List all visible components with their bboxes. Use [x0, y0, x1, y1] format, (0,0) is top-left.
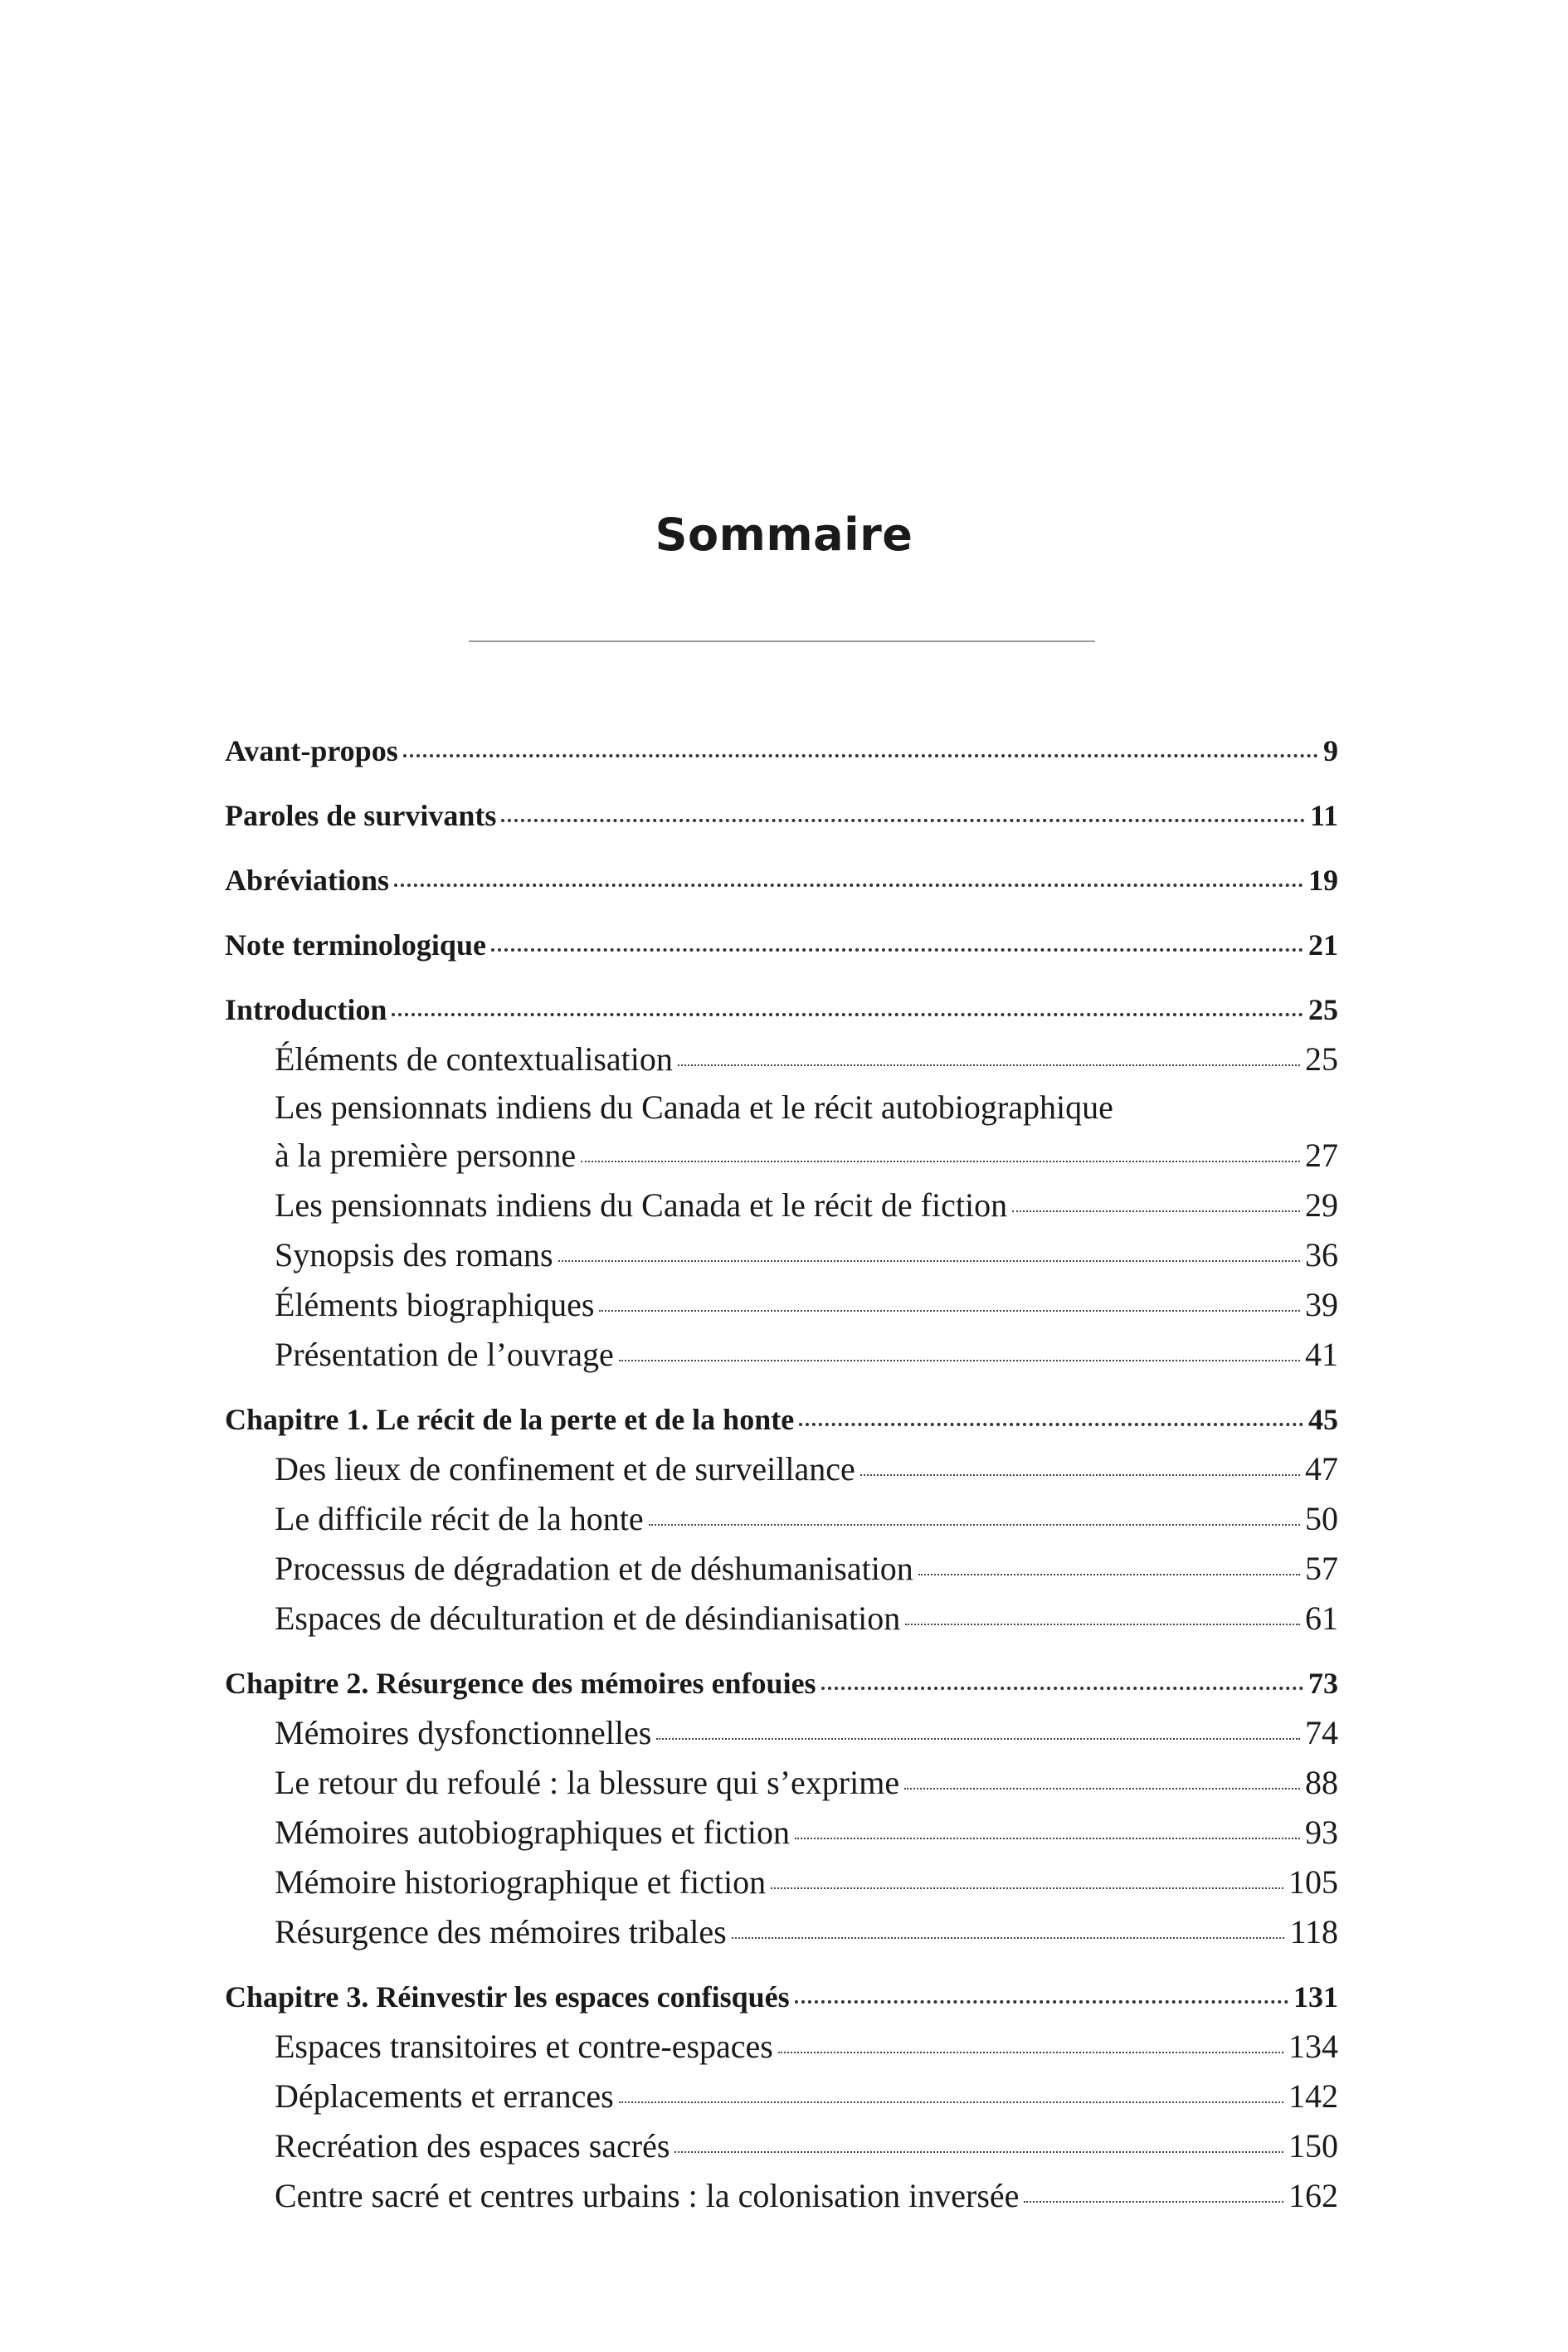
toc-subentry-page: 61 [1305, 1600, 1338, 1637]
toc-section-chapitre-2 [225, 1659, 1338, 1957]
toc-subentry[interactable] [225, 2121, 1338, 2171]
toc-subentry[interactable] [225, 1494, 1338, 1544]
toc-section-chapitre-1 [225, 1395, 1338, 1643]
dot-leader [821, 1663, 1303, 1693]
toc-subentry[interactable] [225, 2171, 1338, 2221]
toc-entry-page: 21 [1308, 928, 1338, 962]
toc-section-avant-propos [225, 727, 1338, 776]
toc-section-abreviations [225, 856, 1338, 905]
dot-leader [619, 1332, 1300, 1366]
dot-leader [904, 1760, 1300, 1794]
dot-leader [394, 860, 1303, 890]
toc-subentry-label: Présentation de l’ouvrage [275, 1336, 614, 1373]
toc-subentry-label: Centre sacré et centres urbains : la colonisation inversée [275, 2177, 1020, 2214]
toc-subentry-page: 29 [1305, 1186, 1338, 1224]
toc-subentry-label: Éléments de contextualisation [275, 1040, 673, 1078]
toc-subentry-label: Éléments biographiques [275, 1286, 595, 1323]
toc-entry-label: Chapitre 1. Le récit de la perte et de la honte [225, 1403, 795, 1436]
toc-entry-page: 25 [1308, 993, 1338, 1026]
toc-subentry-page: 74 [1305, 1714, 1338, 1751]
toc-subentry[interactable] [225, 1444, 1338, 1494]
toc-entry-page: 45 [1308, 1403, 1338, 1436]
toc-entry-label: Chapitre 3. Réinvestir les espaces confisqués [225, 1980, 790, 2014]
dot-leader [795, 1977, 1288, 2007]
dot-leader [771, 1860, 1283, 1893]
dot-leader [732, 1910, 1285, 1943]
toc-subentry-page: 41 [1305, 1336, 1338, 1373]
toc-entry-label: Avant-propos [225, 734, 398, 767]
toc-subentry[interactable] [225, 1035, 1338, 1084]
toc-subentry-label: Les pensionnats indiens du Canada et le récit autobiographique [275, 1088, 1113, 1126]
dot-leader [674, 2124, 1283, 2157]
dot-leader [392, 990, 1303, 1020]
toc-subentry-label: Mémoire historiographique et fiction [275, 1863, 767, 1901]
dot-leader [778, 2024, 1283, 2057]
toc-subentry-page: 142 [1288, 2077, 1338, 2115]
toc-subentry-label: Le retour du refoulé : la blessure qui s’exprime [275, 1764, 900, 1801]
toc-subentry-label: Résurgence des mémoires tribales [275, 1913, 727, 1950]
toc-section-note [225, 921, 1338, 970]
toc-entry-page: 19 [1308, 864, 1338, 897]
dot-leader [649, 1497, 1300, 1530]
toc-entry-label: Paroles de survivants [225, 799, 497, 832]
dot-leader [491, 925, 1303, 955]
toc-subentry-page: 50 [1305, 1500, 1338, 1537]
toc-subentry-label: Espaces transitoires et contre-espaces [275, 2028, 773, 2065]
page-title: Sommaire [655, 509, 913, 561]
toc-subentry-page: 162 [1288, 2177, 1338, 2214]
toc-entry[interactable] [225, 727, 1338, 776]
toc-subentry-label: Mémoires dysfonctionnelles [275, 1714, 652, 1751]
title-divider [469, 640, 1095, 642]
dot-leader [1012, 1183, 1300, 1216]
dot-leader [795, 1810, 1300, 1843]
toc-subentry[interactable] [225, 1544, 1338, 1594]
dot-leader [619, 2074, 1283, 2107]
toc-entry-page: 73 [1308, 1667, 1338, 1700]
toc-subentry-page: 118 [1289, 1913, 1338, 1950]
toc-subentry[interactable] [225, 1181, 1338, 1230]
table-of-contents [225, 727, 1338, 2237]
dot-leader [501, 796, 1305, 825]
toc-subentry[interactable] [225, 1594, 1338, 1643]
toc-subentry-label: Processus de dégradation et de déshumanisation [275, 1550, 913, 1587]
toc-subentry[interactable] [225, 2072, 1338, 2121]
toc-subentry-label: Les pensionnats indiens du Canada et le récit de fiction [275, 1186, 1008, 1224]
toc-subentry-label: Recréation des espaces sacrés [275, 2127, 670, 2165]
toc-subentry-page: 57 [1305, 1550, 1338, 1587]
toc-subentry[interactable] [225, 1131, 1338, 1181]
dot-leader [799, 1400, 1303, 1429]
toc-subentry-page: 25 [1305, 1040, 1338, 1078]
toc-subentry-page: 105 [1288, 1863, 1338, 1901]
dot-leader [558, 1233, 1300, 1266]
dot-leader [1024, 2174, 1283, 2207]
toc-subentry[interactable] [225, 1230, 1338, 1280]
toc-entry[interactable] [225, 1973, 1338, 2022]
toc-subentry[interactable] [225, 2022, 1338, 2072]
toc-subentry[interactable] [225, 1758, 1338, 1808]
toc-subentry[interactable] [225, 1708, 1338, 1758]
dot-leader [678, 1037, 1300, 1070]
toc-subentry-page: 134 [1288, 2028, 1338, 2065]
dot-leader [860, 1447, 1300, 1480]
toc-entry-label: Note terminologique [225, 928, 486, 962]
toc-subentry-page: 88 [1305, 1764, 1338, 1801]
toc-subentry-page: 27 [1305, 1137, 1338, 1174]
toc-subentry[interactable] [225, 1330, 1338, 1380]
dot-leader [599, 1283, 1300, 1316]
toc-entry-page: 9 [1323, 734, 1338, 767]
toc-subentry-page: 150 [1288, 2127, 1338, 2165]
toc-entry-page: 131 [1293, 1980, 1338, 2014]
toc-subentry-page: 47 [1305, 1450, 1338, 1488]
toc-entry-page: 11 [1309, 799, 1338, 832]
toc-entry[interactable] [225, 986, 1338, 1035]
toc-subentry-page: 93 [1305, 1814, 1338, 1851]
toc-subentry-line1[interactable] [225, 1084, 1338, 1131]
toc-section-chapitre-3 [225, 1973, 1338, 2221]
toc-subentry-label: Le difficile récit de la honte [275, 1500, 644, 1537]
toc-entry[interactable] [225, 1395, 1338, 1444]
toc-entry[interactable] [225, 791, 1338, 840]
toc-entry-label: Abréviations [225, 864, 389, 897]
dot-leader [905, 1596, 1300, 1629]
dot-leader [581, 1133, 1300, 1166]
toc-entry-label: Chapitre 2. Résurgence des mémoires enfouies [225, 1667, 816, 1700]
toc-subentry-label: Des lieux de confinement et de surveillance [275, 1450, 855, 1488]
toc-section-paroles [225, 791, 1338, 840]
toc-entry[interactable] [225, 921, 1338, 970]
toc-subentry[interactable] [225, 1907, 1338, 1957]
toc-subentry-page: 39 [1305, 1286, 1338, 1323]
toc-section-introduction [225, 986, 1338, 1380]
toc-subentry-label: Espaces de déculturation et de désindianisation [275, 1600, 901, 1637]
dot-leader [656, 1711, 1300, 1744]
toc-subentry-label: Synopsis des romans [275, 1236, 553, 1273]
toc-entry[interactable] [225, 856, 1338, 905]
toc-subentry-label: Mémoires autobiographiques et fiction [275, 1814, 790, 1851]
toc-subentry[interactable] [225, 1858, 1338, 1907]
toc-subentry-label: Déplacements et errances [275, 2077, 614, 2115]
toc-entry-label: Introduction [225, 993, 387, 1026]
toc-subentry[interactable] [225, 1808, 1338, 1858]
toc-subentry-label-cont: à la première personne [275, 1137, 577, 1174]
toc-subentry[interactable] [225, 1280, 1338, 1330]
toc-subentry-page: 36 [1305, 1236, 1338, 1273]
toc-entry[interactable] [225, 1659, 1338, 1708]
dot-leader [403, 731, 1318, 761]
dot-leader [918, 1546, 1300, 1580]
